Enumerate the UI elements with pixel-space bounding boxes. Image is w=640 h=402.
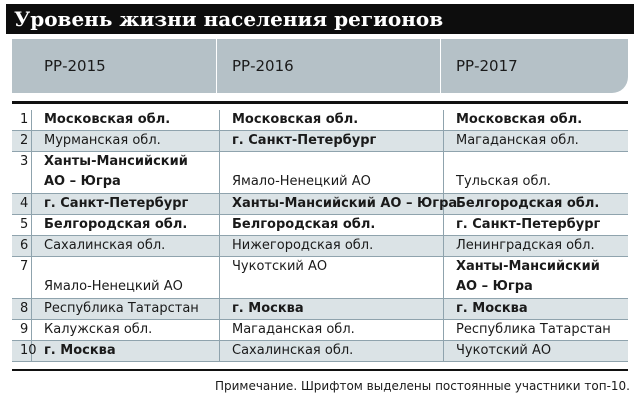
cell-2016: г. Москва: [232, 301, 304, 316]
cell-2016: Магаданская обл.: [232, 322, 355, 337]
column-divider: [31, 257, 32, 298]
rank-number: 3: [20, 154, 29, 169]
column-divider: [443, 299, 444, 319]
cell-2016: Ямало-Ненецкий АО: [232, 174, 371, 189]
column-divider: [443, 110, 444, 130]
table-note: Примечание. Шрифтом выделены постоянные участники топ-10.: [214, 379, 630, 393]
table-row: [12, 131, 628, 152]
cell-2016: Чукотский АО: [232, 259, 328, 274]
column-header-2017: РР-2017: [456, 57, 518, 75]
column-divider: [443, 341, 444, 361]
column-divider: [31, 320, 32, 340]
cell-2017: Тульская обл.: [456, 174, 551, 189]
ranking-table: [12, 110, 628, 362]
cell-2017: Ханты-Мансийский: [456, 259, 600, 274]
cell-2017: Чукотский АО: [456, 343, 552, 358]
column-divider: [31, 299, 32, 319]
header-divider: [440, 39, 441, 93]
column-divider: [219, 194, 220, 214]
rank-number: 7: [20, 259, 29, 274]
column-divider: [219, 341, 220, 361]
column-header-2016: РР-2016: [232, 57, 294, 75]
rank-number: 2: [20, 133, 29, 148]
column-divider: [219, 131, 220, 151]
cell-2015: Мурманская обл.: [44, 133, 161, 148]
cell-2017: Белгородская обл.: [456, 196, 600, 211]
cell-2015: Ханты-Мансийский: [44, 154, 188, 169]
cell-2015: г. Москва: [44, 343, 116, 358]
cell-2016: Нижегородская обл.: [232, 238, 374, 253]
cell-2015: Республика Татарстан: [44, 301, 199, 316]
column-divider: [219, 152, 220, 193]
rank-number: 4: [20, 196, 29, 211]
table-row: [12, 152, 628, 194]
cell-2016: Сахалинская обл.: [232, 343, 354, 358]
table-row: [12, 110, 628, 131]
header-divider: [216, 39, 217, 93]
rank-number: 6: [20, 238, 29, 253]
column-header-2015: РР-2015: [44, 57, 106, 75]
cell-2016: Московская обл.: [232, 112, 359, 127]
table-row: [12, 299, 628, 320]
column-divider: [443, 257, 444, 298]
table-header: [12, 39, 628, 93]
cell-2015: г. Санкт-Петербург: [44, 196, 189, 211]
table-row: [12, 215, 628, 236]
cell-2017: Республика Татарстан: [456, 322, 611, 337]
column-divider: [443, 320, 444, 340]
rank-number: 5: [20, 217, 29, 232]
column-divider: [219, 320, 220, 340]
column-divider: [443, 131, 444, 151]
cell-2015: Сахалинская обл.: [44, 238, 166, 253]
table-row: [12, 194, 628, 215]
rank-number: 8: [20, 301, 29, 316]
column-divider: [443, 215, 444, 235]
cell-2017: г. Санкт-Петербург: [456, 217, 601, 232]
rank-number: 10: [20, 343, 37, 358]
column-divider: [31, 110, 32, 130]
column-divider: [219, 299, 220, 319]
column-divider: [31, 236, 32, 256]
rank-number: 1: [20, 112, 29, 127]
column-divider: [219, 215, 220, 235]
cell-2017: Московская обл.: [456, 112, 583, 127]
column-divider: [219, 110, 220, 130]
column-divider: [31, 131, 32, 151]
table-row: [12, 320, 628, 341]
cell-2016: Белгородская обл.: [232, 217, 376, 232]
cell-2015-line2: АО – Югра: [44, 174, 121, 189]
cell-2016: г. Санкт-Петербург: [232, 133, 377, 148]
cell-2015: Ямало-Ненецкий АО: [44, 279, 183, 294]
column-divider: [443, 236, 444, 256]
table-row: [12, 257, 628, 299]
cell-2015: Калужская обл.: [44, 322, 153, 337]
rank-number: 9: [20, 322, 29, 337]
title-bar: [6, 4, 634, 34]
column-divider: [443, 152, 444, 193]
cell-2017: Магаданская обл.: [456, 133, 579, 148]
cell-2016: Ханты-Мансийский АО – Югра: [232, 196, 458, 211]
column-divider: [31, 194, 32, 214]
table-row: [12, 341, 628, 362]
cell-2017: Ленинградская обл.: [456, 238, 595, 253]
column-divider: [31, 215, 32, 235]
cell-2015: Московская обл.: [44, 112, 171, 127]
column-divider: [219, 236, 220, 256]
table-top-rule: [12, 101, 628, 104]
table-row: [12, 236, 628, 257]
column-divider: [219, 257, 220, 298]
page-title: Уровень жизни населения регионов: [14, 7, 444, 31]
cell-2015: Белгородская обл.: [44, 217, 188, 232]
column-divider: [31, 152, 32, 193]
cell-2017-line2: АО – Югра: [456, 279, 533, 294]
cell-2017: г. Москва: [456, 301, 528, 316]
table-bottom-rule: [12, 369, 628, 371]
